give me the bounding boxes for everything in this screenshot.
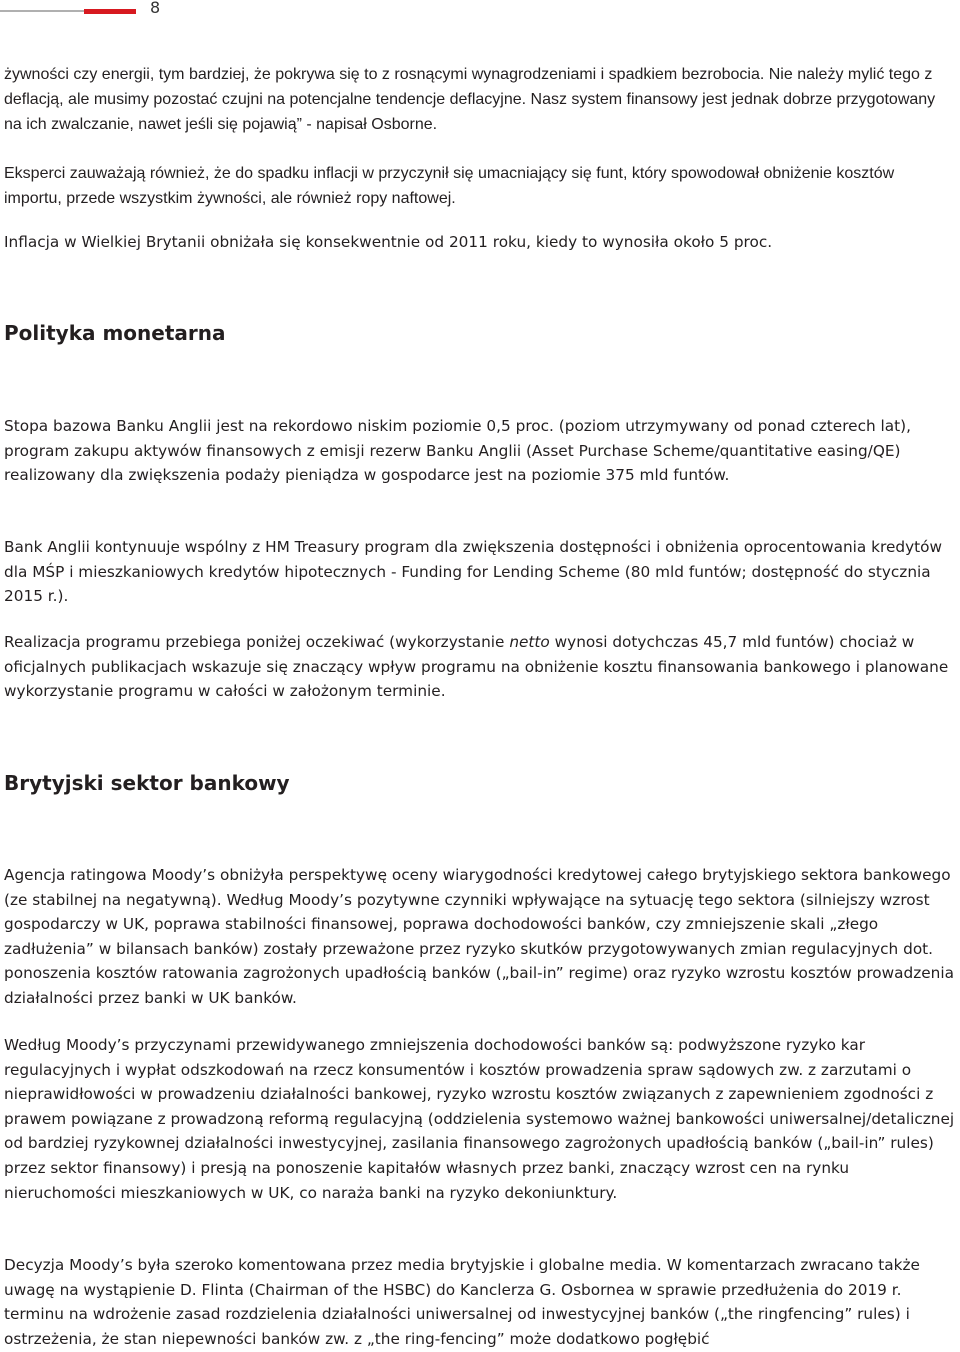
page-header (0, 0, 960, 30)
paragraph-base-rate: Stopa bazowa Banku Anglii jest na rekordowo niskim poziomie 0,5 proc. (poziom utrzymywany od ponad czterech lat), program zakupu aktywów finansowych z emisji rezerw Banku Anglii (Asset Purchase Scheme/quantitative easing/QE) realizowany dla zwiększenia podaży pieniądza w gospodarce jest na poziomie 375 mld funtów. (4, 417, 911, 485)
paragraph-moodys-outlook: Agencja ratingowa Moody’s obniżyła perspektywę oceny wiarygodności kredytowej całego brytyjskiego sektora bankowego (ze stabilnej na negatywną). Według Moody’s pozytywne czynniki wpływające na sytuację tego sektora (silniejszy wzrost gospodarczy w UK, poprawa stabilności finansowej, poprawa dochodowości banków, czy zmniejszenie skali „złego zadłużenia” w bilansach banków) zostały przeważone przez ryzyko skutków przygotowywanych zmian regulacyjnych dot. ponoszenia kosztów ratowania zagrożonych upadłością banków („bail-in” regime) oraz ryzyko wzrostu kosztów prowadzenia działalności przez banki w UK banków. (4, 866, 954, 1007)
italic-netto: netto (509, 633, 550, 651)
header-rule-red (84, 9, 136, 14)
paragraph-program-realization (4, 630, 958, 704)
header-rule-gray (0, 10, 84, 12)
text-segment: Realizacja programu przebiega poniżej oczekiwać (wykorzystanie (4, 633, 510, 651)
heading-monetary-policy: Polityka monetarna (4, 321, 226, 345)
paragraph-osborne-quote: żywności czy energii, tym bardziej, że pokrywa się to z rosnącymi wynagrodzeniami i spadkiem bezrobocia. Nie należy mylić tego z deflacją, ale musimy pozostać czujni na potencjalne tendencje deflacyjne. Nasz system finansowy jest jednak dobrze przygotowany na ich zwalczanie, nawet jeśli się pojawią” - napisał Osborne. (4, 66, 936, 133)
paragraph-experts: Eksperci zauważają również, że do spadku inflacji w przyczynił się umacniający się funt, który spowodował obniżenie kosztów importu, przede wszystkim żywności, ale również ropy naftowej. (4, 165, 895, 207)
text-segment: wynosi dotychczas 45,7 mld funtów) chociaż w oficjalnych publikacjach wskazuje się znaczący wpływ programu na obniżenie kosztu finansowania bankowego i planowane wykorzystanie programu w całości w założonym terminie. (4, 633, 949, 701)
paragraph-moodys-reasons: Według Moody’s przyczynami przewidywanego zmniejszenia dochodowości banków są: podwyższone ryzyko kar regulacyjnych i wypłat odszkodowań na rzecz konsumentów i kosztów prowadzenia spraw sądowych zw. z zarzutami o nieprawidłowości w prowadzeniu działalności bankowej, ryzyko wzrostu kosztów związanych z zapewnieniem zgodności z prawem powiązane z prowadzoną reformą regulacyjną (oddzielenia systemowo ważnej bankowości uniwersalnej/detalicznej od bardziej ryzykownej działalności inwestycyjnej, zasilania finansowego zagrożonych upadłością banków („bail-in” rules) przez sektor finansowy) i presją na ponoszenie kapitałów własnych przez banki, znaczący wzrost cen na rynku nieruchomości mieszkaniowych w UK, co naraża banki na ryzyko dekoniunktury. (4, 1036, 955, 1202)
paragraph-inflation-history: Inflacja w Wielkiej Brytanii obniżała się konsekwentnie od 2011 roku, kiedy to wynosiła około 5 proc. (4, 233, 773, 251)
page-number: 8 (150, 0, 161, 17)
paragraph-moodys-decision: Decyzja Moody’s była szeroko komentowana przez media brytyjskie i globalne media. W komentarzach zwracano także uwagę na wystąpienie D. Flinta (Chairman of the HSBC) do Kanclerza G. Osbornea w sprawie przedłużenia do 2019 r. terminu na wdrożenie zasad rozdzielenia działalności uniwersalnej od inwestycyjnej banków („the ringfencing” rules) i ostrzeżenia, że stan niepewności banków zw. z „the ring-fencing” może dodatkowo pogłębić (4, 1256, 920, 1348)
paragraph-funding-for-lending: Bank Anglii kontynuuje wspólny z HM Treasury program dla zwiększenia dostępności i obniżenia oprocentowania kredytów dla MŚP i mieszkaniowych kredytów hipotecznych - Funding for Lending Scheme (80 mld funtów; dostępność do stycznia 2015 r.). (4, 538, 942, 606)
heading-banking-sector: Brytyjski sektor bankowy (4, 771, 290, 795)
